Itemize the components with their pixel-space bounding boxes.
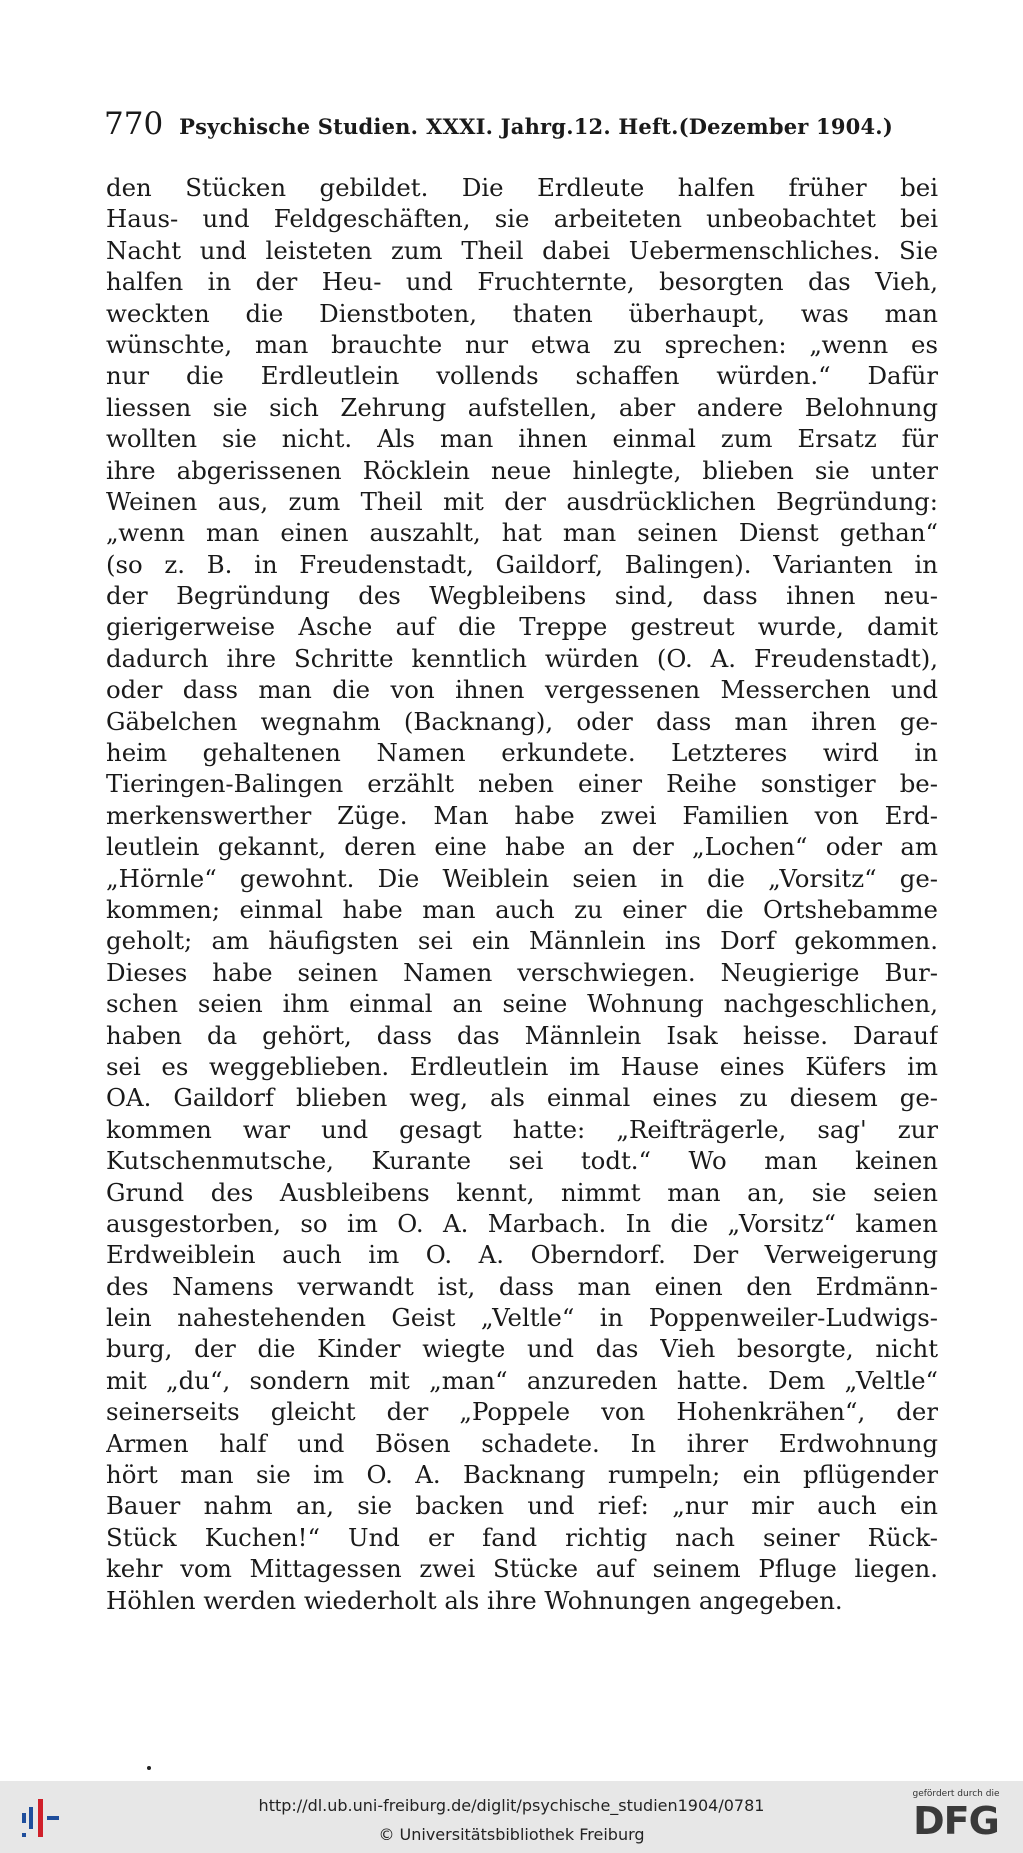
dfg-sponsor bbox=[900, 1789, 1012, 1849]
document-url[interactable]: http://dl.ub.uni-freiburg.de/diglit/psychische_studien1904/0781 bbox=[258, 1796, 765, 1815]
page-number: 770 bbox=[104, 106, 164, 142]
text-line: merkenswerther Züge. Man habe zwei Familien von Erd- bbox=[106, 800, 938, 830]
text-line: ausgestorben, so im O. A. Marbach. In die „Vorsitz“ kamen bbox=[106, 1208, 938, 1238]
text-line: seinerseits gleicht der „Poppele von Hohenkrähen“, der bbox=[106, 1397, 938, 1427]
text-line: wünschte, man brauchte nur etwa zu sprechen: „wenn es bbox=[106, 329, 938, 359]
running-header bbox=[104, 106, 940, 142]
viewer-footer bbox=[0, 1781, 1023, 1853]
text-line: der Begründung des Wegbleibens sind, dass ihnen neu- bbox=[106, 581, 938, 611]
text-line: lein nahestehenden Geist „Veltle“ in Poppenweiler-Ludwigs- bbox=[106, 1303, 938, 1333]
text-line: Kutschenmutsche, Kurante sei todt.“ Wo man keinen bbox=[106, 1146, 938, 1176]
text-line: nur die Erdleutlein vollends schaffen würden.“ Dafür bbox=[106, 361, 938, 391]
text-line: Weinen aus, zum Theil mit der ausdrücklichen Begründung: bbox=[106, 486, 938, 516]
text-line: gierigerweise Asche auf die Treppe gestreut wurde, damit bbox=[106, 612, 938, 642]
text-line: Erdweiblein auch im O. A. Oberndorf. Der Verweigerung bbox=[106, 1240, 938, 1270]
text-line: Haus- und Feldgeschäften, sie arbeiteten unbeobachtet bei bbox=[106, 204, 938, 234]
running-head-volume: XXXI. Jahrg. bbox=[426, 114, 574, 139]
text-line: „wenn man einen auszahlt, hat man seinen Dienst gethan“ bbox=[106, 518, 938, 548]
text-line: Stück Kuchen!“ Und er fand richtig nach seiner Rück- bbox=[106, 1522, 938, 1552]
text-line: des Namens verwandt ist, dass man einen den Erdmänn- bbox=[106, 1271, 938, 1301]
text-line: dadurch ihre Schritte kenntlich würden (O. A. Freudenstadt), bbox=[106, 643, 938, 673]
text-line: ihre abgerissenen Röcklein neue hinlegte, blieben sie unter bbox=[106, 455, 938, 485]
running-head-issue: 12. Heft. bbox=[573, 114, 679, 139]
text-line: den Stücken gebildet. Die Erdleute halfen früher bei bbox=[106, 173, 938, 202]
text-line: Dieses habe seinen Namen verschwiegen. Neugierige Bur- bbox=[106, 957, 938, 987]
text-line: (so z. B. in Freudenstadt, Gaildorf, Balingen). Varianten in bbox=[106, 549, 938, 579]
text-line: Höhlen werden wiederholt als ihre Wohnungen angegeben. bbox=[106, 1585, 843, 1615]
text-line: mit „du“, sondern mit „man“ anzureden hatte. Dem „Veltle“ bbox=[106, 1365, 938, 1395]
text-line: halfen in der Heu- und Fruchternte, besorgten das Vieh, bbox=[106, 267, 938, 297]
text-line: burg, der die Kinder wiegte und das Vieh besorgte, nicht bbox=[106, 1334, 938, 1364]
text-line: Gäbelchen wegnahm (Backnang), oder dass man ihren ge- bbox=[106, 706, 938, 736]
text-line: liessen sie sich Zehrung aufstellen, aber andere Belohnung bbox=[106, 392, 938, 422]
text-line: sei es weggeblieben. Erdleutlein im Hause eines Küfers im bbox=[106, 1051, 938, 1081]
text-line: Nacht und leisteten zum Theil dabei Uebermenschliches. Sie bbox=[106, 235, 938, 265]
text-line: leutlein gekannt, deren eine habe an der „Lochen“ oder am bbox=[106, 832, 938, 862]
text-line: Tieringen-Balingen erzählt neben einer Reihe sonstiger be- bbox=[106, 769, 938, 799]
text-line: OA. Gaildorf blieben weg, als einmal eines zu diesem ge- bbox=[106, 1083, 938, 1113]
text-line: Bauer nahm an, sie backen und rief: „nur mir auch ein bbox=[106, 1491, 938, 1521]
text-line: kommen; einmal habe man auch zu einer die Ortshebamme bbox=[106, 894, 938, 924]
text-line: Grund des Ausbleibens kennt, nimmt man an, sie seien bbox=[106, 1177, 938, 1207]
text-line: weckten die Dienstboten, thaten überhaupt, was man bbox=[106, 298, 938, 328]
text-line: haben da gehört, dass das Männlein Isak heisse. Darauf bbox=[106, 1020, 938, 1050]
running-head-date: (Dezember 1904.) bbox=[678, 114, 893, 139]
text-line: schen seien ihm einmal an seine Wohnung nachgeschlichen, bbox=[106, 989, 938, 1019]
text-line: heim gehaltenen Namen erkundete. Letzteres wird in bbox=[106, 738, 938, 768]
text-line: oder dass man die von ihnen vergessenen Messerchen und bbox=[106, 675, 938, 705]
text-line: wollten sie nicht. Als man ihnen einmal zum Ersatz für bbox=[106, 424, 938, 454]
dfg-logo: DFG bbox=[913, 1799, 999, 1843]
copyright-notice: © Universitätsbibliothek Freiburg bbox=[378, 1825, 645, 1844]
text-line: kommen war und gesagt hatte: „Reifträgerle, sag' zur bbox=[106, 1114, 938, 1144]
print-speck bbox=[147, 1766, 151, 1770]
sponsor-label: gefördert durch die bbox=[912, 1789, 1000, 1799]
body-text bbox=[106, 172, 938, 1616]
text-line: „Hörnle“ gewohnt. Die Weiblein seien in die „Vorsitz“ ge- bbox=[106, 863, 938, 893]
text-line: geholt; am häufigsten sei ein Männlein ins Dorf gekommen. bbox=[106, 926, 938, 956]
running-head-journal: Psychische Studien. bbox=[179, 114, 419, 139]
text-line: Armen half und Bösen schadete. In ihrer Erdwohnung bbox=[106, 1428, 938, 1458]
text-line: hört man sie im O. A. Backnang rumpeln; ein pflügender bbox=[106, 1460, 938, 1490]
text-line: kehr vom Mittagessen zwei Stücke auf seinem Pfluge liegen. bbox=[106, 1554, 938, 1584]
